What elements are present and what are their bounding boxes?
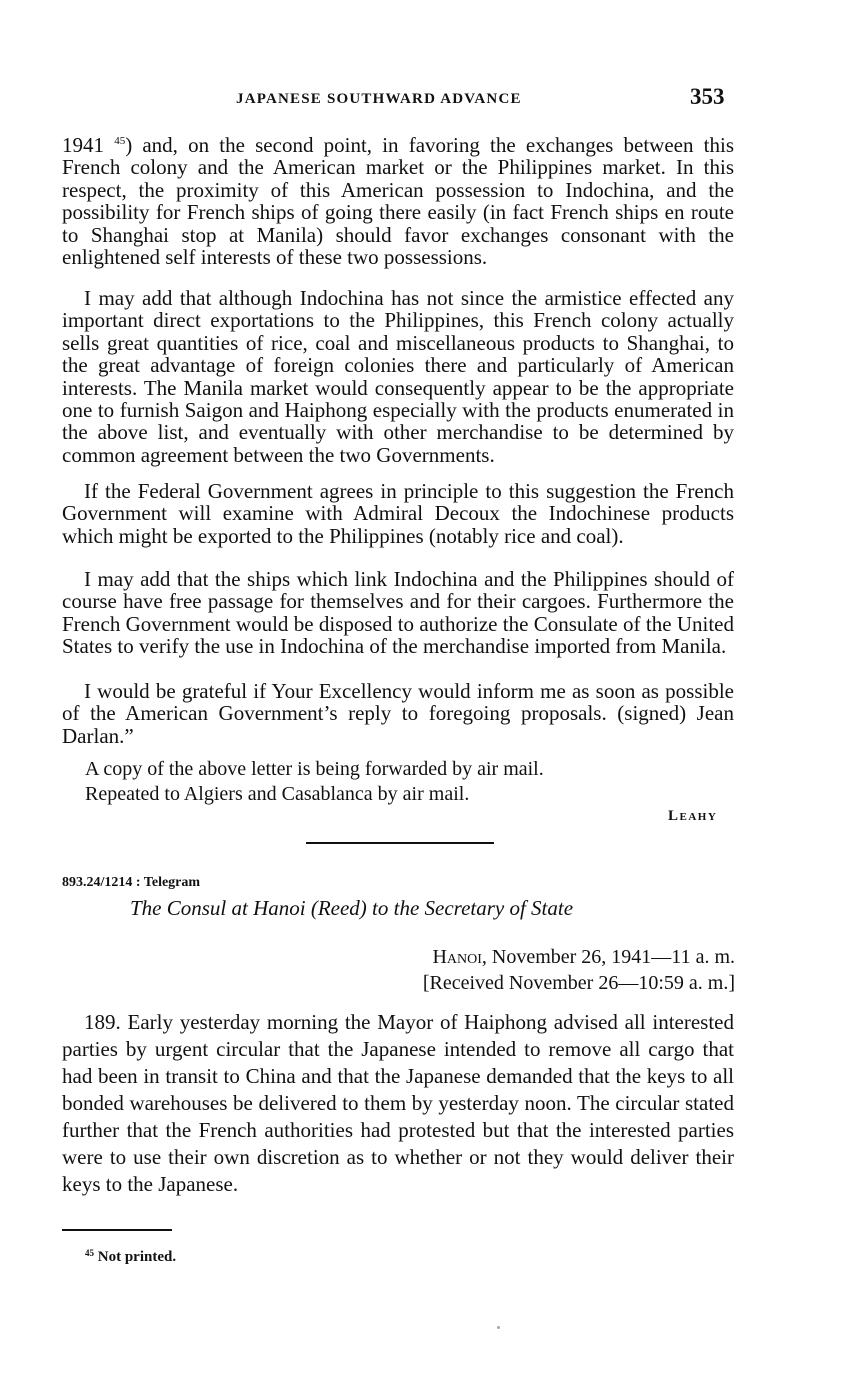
- letter-paragraph-2: I may add that although Indochina has not since the armistice effected any important direct exportations to the Philippines, this French colony actually sells great quantities of rice, coal and miscellaneous products to Shanghai, to the great advantage of foreign colonies there and particularly of American interests. The Manila market would consequently appear to be the appropriate one to furnish Saigon and Haiphong especially with the products enumerated in the above list, and eventually with other merchandise to be determined by common agreement between the two Governments.: [62, 286, 734, 467]
- dateline-time: , November 26, 1941—11 a. m.: [481, 946, 735, 968]
- document-title: The Consul at Hanoi (Reed) to the Secretary of State: [130, 896, 574, 920]
- footnote-ref: 45: [114, 135, 126, 147]
- letter-paragraph-5: I would be grateful if Your Excellency would inform me as soon as possible of the American Government’s reply to foregoing proposals. (signed) Jean Darlan.”: [62, 679, 734, 748]
- section-divider: [306, 842, 494, 844]
- signature: Leahy: [668, 808, 718, 824]
- copy-note: A copy of the above letter is being forwarded by air mail.: [85, 758, 544, 780]
- received-line: [Received November 26—10:59 a. m.]: [422, 972, 735, 994]
- repeat-note: Repeated to Algiers and Casablanca by air mail.: [85, 783, 470, 805]
- letter-paragraph-4: I may add that the ships which link Indochina and the Philippines should of course have free passage for themselves and for their cargoes. Furthermore the French Government would be disposed to authorize the Consulate of the United States to verify the use in Indochina of the merchandise imported from Manila.: [62, 567, 734, 659]
- file-reference: 893.24/1214 : Telegram: [62, 875, 201, 890]
- paragraph-text: ) and, on the second point, in favoring the exchanges between this French colony and the American market or the Philippines market. In this respect, the proximity of this American possession to Indochina, and the possibility for French ships of going there easily (in fact French ships en route to Shanghai stop at Manila) should favor exchanges consonant with the enlightened self interests of these two possessions.: [62, 133, 735, 270]
- paragraph-lead: 1941: [62, 133, 104, 157]
- running-head: JAPANESE SOUTHWARD ADVANCE: [236, 91, 522, 107]
- footnote: [85, 1248, 176, 1266]
- footnote-rule: [62, 1229, 172, 1231]
- footnote-text: Not printed.: [97, 1249, 177, 1265]
- letter-paragraph-1: [62, 130, 734, 268]
- telegram-body: 189. Early yesterday morning the Mayor of Haiphong advised all interested parties by urgent circular that the Japanese intended to remove all cargo that had been in transit to China and that the Japanese demanded that the keys to all bonded warehouses be delivered to them by yesterday noon. The circular stated further that the French authorities had protested but that the interested parties were to use their own discretion as to whether or not they would deliver their keys to the Japanese.: [62, 1010, 734, 1196]
- letter-paragraph-3: If the Federal Government agrees in principle to this suggestion the French Government will examine with Admiral Decoux the Indochinese products which might be exported to the Philippines (notably rice and coal).: [62, 479, 734, 548]
- dateline: [372, 946, 735, 969]
- page-number: 353: [690, 84, 725, 109]
- dateline-place: Hanoi: [432, 946, 482, 968]
- footnote-mark: 45: [85, 1248, 94, 1258]
- scan-speck: [497, 1326, 500, 1329]
